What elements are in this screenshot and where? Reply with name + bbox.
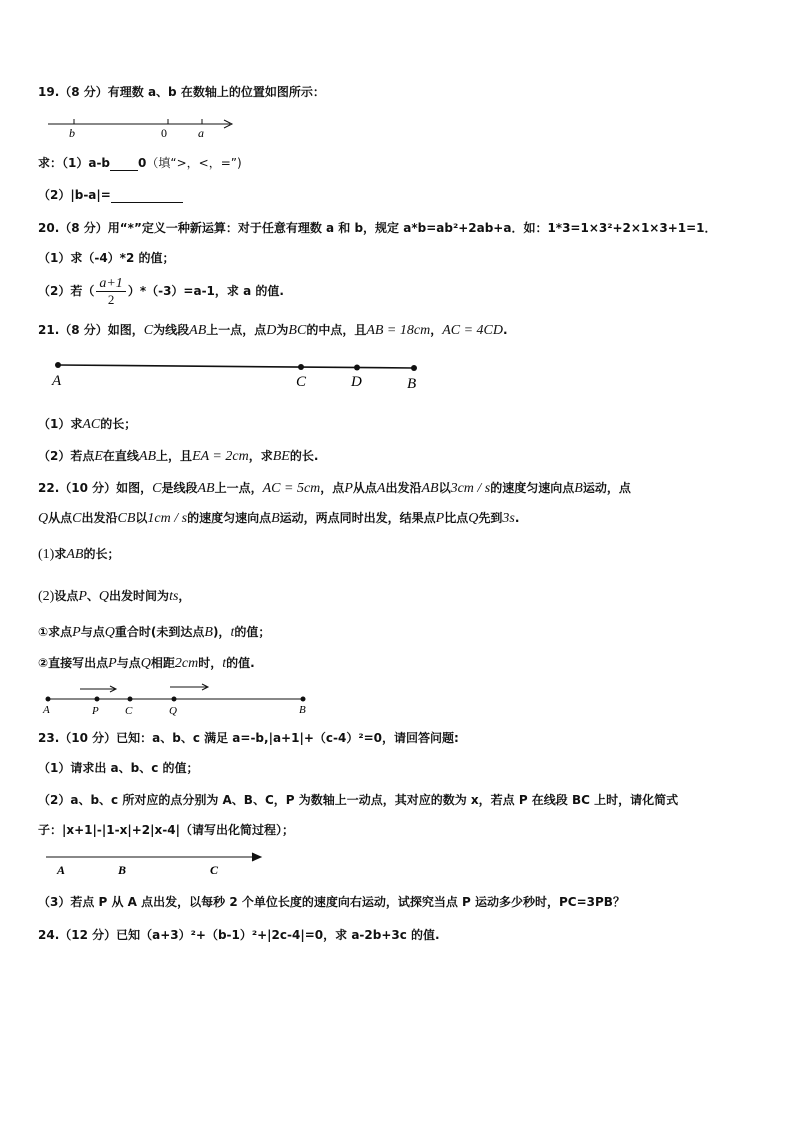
label-zero: 0 [161, 126, 167, 140]
q22-sub2: (2)设点P、Q出发时间为ts， [38, 589, 191, 604]
q23-part2-line1: （2）a、b、c 所对应的点分别为 A、B、C，P 为数轴上一动点，其对应的数为 x，若点 P 在线段 BC 上时，请化简式 [38, 793, 679, 807]
q20-part2: （2）若（ $\frac{a+1}{2}$ ）*（-3）=a-1，求 a 的值. [38, 276, 284, 307]
label-C: C [296, 374, 307, 390]
q22-heading-line2: Q从点C出发沿CB以1cm / s的速度匀速向点B运动，两点同时出发，结果点P比点Q先到3s. [38, 511, 520, 526]
q19-part1: 求：（1）a-b 0（填“>，<，=”) [38, 156, 242, 170]
q23-part1: （1）请求出 a、b、c 的值； [38, 761, 199, 775]
q23-heading: 23.（10 分）已知：a、b、c 满足 a=-b,|a+1|+（c-4）²=0，请回答问题: [38, 731, 459, 745]
fraction: $\frac{a+1}{2}$ [96, 276, 125, 307]
axis-arrow-icon [252, 853, 261, 861]
q21-part1: （1）求AC的长； [38, 417, 137, 432]
label-B: B [299, 704, 306, 716]
label-A: A [43, 704, 50, 716]
q21-part2: （2）若点E在直线AB上，且EA = 2cm，求BE的长. [38, 449, 319, 464]
q20-heading: 20.（8 分）用“*”定义一种新运算：对于任意有理数 a 和 b，规定 a*b=ab²+2ab+a．如：1*3=1×3²+2×1×3+1=1． [38, 221, 717, 235]
label-D: D [351, 374, 362, 390]
q24-text: 24.（12 分）已知（a+3）²+（b-1）²+|2c-4|=0，求 a-2b+3c 的值. [38, 928, 440, 942]
label-A: A [52, 373, 62, 389]
label-A: A [57, 863, 66, 877]
q23-part2-line2: 子：|x+1|-|1-x|+2|x-4|（请写出化简过程）； [38, 823, 294, 837]
label-B: B [407, 376, 417, 392]
label-P: P [92, 705, 99, 717]
label-b: b [69, 126, 75, 140]
q22-sub1: (1)求AB的长； [38, 547, 120, 562]
q22-case1: ①求点P与点Q重合时(未到达点B)，t的值； [38, 625, 271, 640]
q19-heading: 19.（8 分）有理数 a、b 在数轴上的位置如图所示： [38, 85, 325, 99]
q21-segment-figure [50, 360, 430, 394]
label-a: a [198, 126, 204, 140]
q23-number-line [40, 848, 270, 880]
q22-segment-figure [40, 680, 320, 716]
q22-case2: ②直接写出点P与点Q相距2cm时，t的值. [38, 656, 255, 671]
q19-number-line [40, 112, 250, 142]
q21-heading: 21.（8 分）如图，C为线段AB上一点，点D为BC的中点，且AB = 18cm，AC = 4CD. [38, 323, 508, 338]
label-C: C [125, 705, 133, 717]
label-C: C [210, 863, 219, 877]
q22-heading-line1: 22.（10 分）如图，C是线段AB上一点，AC = 5cm，点P从点A出发沿AB以3cm / s的速度匀速向点B运动，点 [38, 481, 631, 496]
label-Q: Q [169, 705, 177, 717]
q19-part2: （2）|b-a|= [38, 187, 183, 203]
q23-part3: （3）若点 P 从 A 点出发，以每秒 2 个单位长度的速度向右运动，试探究当点 P 运动多少秒时，PC=3PB？ [38, 895, 625, 909]
label-B: B [118, 863, 127, 877]
q20-part1: （1）求（-4）*2 的值； [38, 251, 175, 265]
